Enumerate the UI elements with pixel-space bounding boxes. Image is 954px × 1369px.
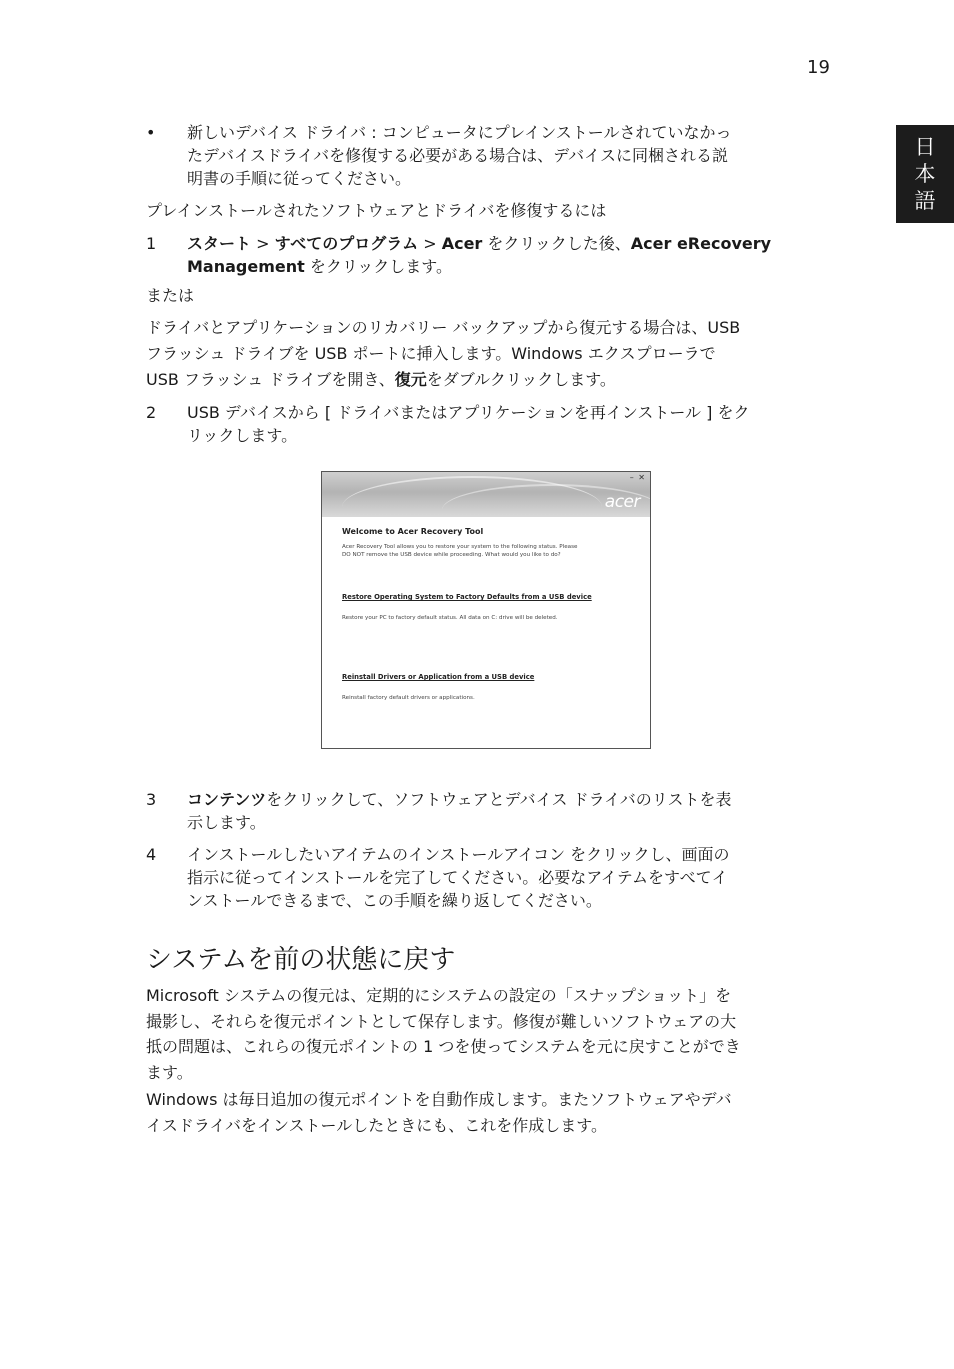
step-1 [146,232,832,278]
separator: > [251,234,275,253]
restore-line: 撮影し、それらを復元ポイントとして保存します。修復が難しいソフトウェアの大 [146,1011,737,1031]
step-text: をクリックして、ソフトウェアとデバイス ドライバのリストを表 [266,790,732,809]
step-2-line: リックします。 [187,426,298,445]
recovery-tool-title: Welcome to Acer Recovery Tool [342,527,484,536]
windows-line: イスドライバをインストールしたときにも、これを作成します。 [146,1115,607,1135]
menu-acer: Acer [441,234,483,253]
recovery-tool-screenshot [321,471,651,749]
menu-all-programs: すべてのプログラム [274,234,419,253]
restore-label: 復元 [394,370,427,389]
intro-paragraph: プレインストールされたソフトウェアとドライバを修復するには [146,201,607,220]
restore-os-link[interactable]: Restore Operating System to Factory Defaults from a USB device [342,593,592,601]
restore-line: 抵の問題は、これらの復元ポイントの 1 つを使ってシステムを元に戻すことができ [146,1037,741,1056]
step-number: 3 [146,790,157,809]
usb-text: をダブルクリックします。 [426,370,616,389]
menu-start: スタート [187,234,252,253]
usb-line: フラッシュ ドライブを USB ポートに挿入します。Windows エクスプローラで [146,344,716,363]
reinstall-drivers-link[interactable]: Reinstall Drivers or Application from a USB device [342,673,535,681]
reinstall-drivers-description: Reinstall factory default drivers or applications. [342,695,475,701]
or-text: または [146,286,195,305]
step-2-line: USB デバイスから [ ドライバまたはアプリケーションを再インストール ] をク [187,403,750,422]
step-4-line: ンストールできるまで、この手順を繰り返してください。 [187,891,602,910]
menu-management: Management [187,257,305,276]
step-1-line-1 [187,232,832,255]
page-number: 19 [807,57,830,78]
step-4 [146,843,832,912]
description-line: DO NOT remove the USB device while proceeding. What would you like to do? [342,552,561,558]
step-4-line: 指示に従ってインストールを完了してください。必要なアイテムをすべてイ [187,868,728,887]
language-tab-char: 本 [914,161,936,186]
acer-logo: acer [604,492,640,512]
step-number: 1 [146,234,157,253]
step-number: 4 [146,845,157,864]
step-3 [146,788,832,834]
step-2 [146,401,832,447]
recovery-tool-header [322,472,650,517]
recovery-tool-body [322,517,650,749]
language-tab-char: 日 [914,134,936,159]
step-number: 2 [146,403,157,422]
language-tab [896,125,954,223]
step-text: をクリックした後、 [482,234,631,253]
step-text: をクリックします。 [304,257,452,276]
bullet-line: 明書の手順に従ってください。 [187,169,412,188]
language-tab-char: 語 [914,188,936,213]
usb-text: USB フラッシュ ドライブを開き、 [146,370,395,389]
bullet-item-new-drivers [146,121,832,190]
window-controls-icon[interactable]: – ✕ [629,473,646,482]
restore-os-description: Restore your PC to factory default status. All data on C: drive will be deleted. [342,615,558,621]
bullet-line: 新しいデバイス ドライバ : コンピュータにプレインストールされていなかっ [187,123,732,142]
separator: > [418,234,442,253]
section-heading: システムを前の状態に戻す [146,945,456,975]
restore-line: Microsoft システムの復元は、定期的にシステムの設定の「スナップショット」を [146,986,732,1005]
restore-line: ます。 [146,1062,193,1082]
bullet-line: たデバイスドライバを修復する必要がある場合は、デバイスに同梱される説 [187,146,728,165]
description-line: Acer Recovery Tool allows you to restore your system to the following status. Please [342,544,578,550]
menu-acer-erecovery: Acer eRecovery [630,234,772,253]
windows-paragraph [146,1087,832,1138]
bullet-marker: • [146,123,156,142]
step-3-line [187,788,832,811]
step-4-line: インストールしたいアイテムのインストールアイコン をクリックし、画面の [187,845,730,864]
contents-label: コンテンツ [187,790,267,809]
recovery-tool-description [342,543,632,559]
restore-paragraph [146,983,832,1085]
step-1-line-2 [187,255,832,278]
step-3-line: 示します。 [187,813,266,832]
windows-line: Windows は毎日追加の復元ポイントを自動作成します。またソフトウェアやデバ [146,1090,732,1109]
usb-line [146,367,832,393]
usb-paragraph [146,315,832,393]
usb-line: ドライバとアプリケーションのリカバリー バックアップから復元する場合は、USB [146,318,741,337]
